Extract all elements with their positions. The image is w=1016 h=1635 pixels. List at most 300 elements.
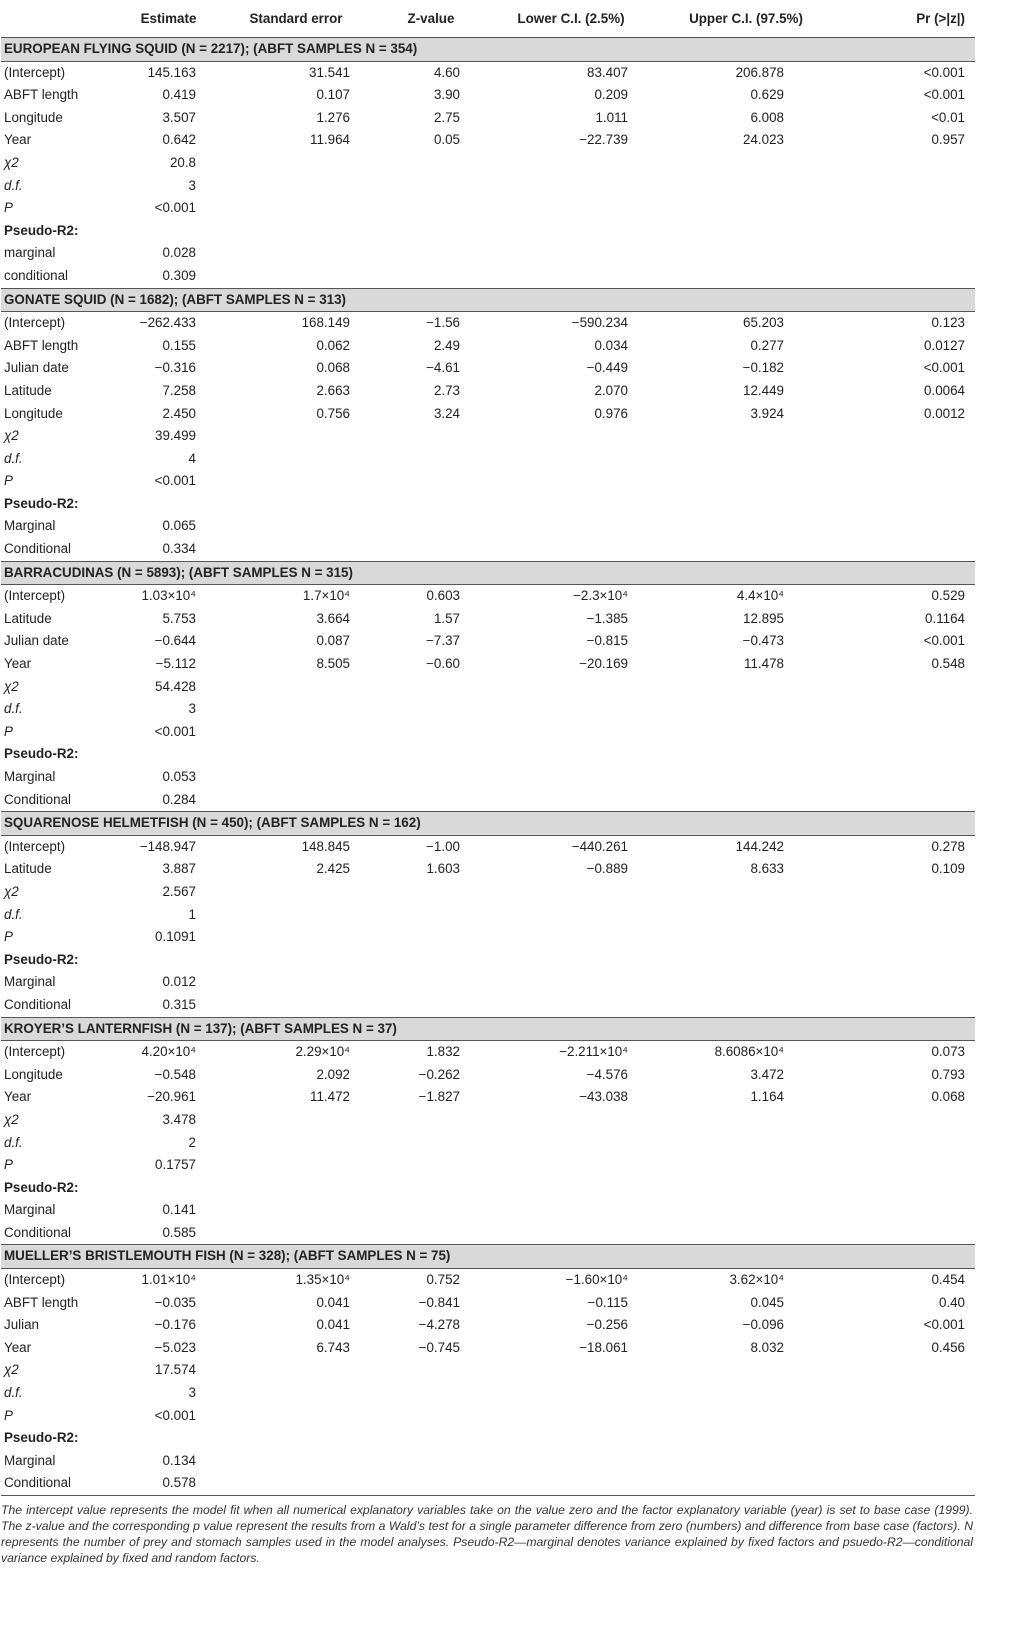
table-cell bbox=[376, 949, 486, 972]
table-cell: 0.578 bbox=[121, 1472, 216, 1495]
table-cell: 3.24 bbox=[433, 405, 460, 421]
table-row bbox=[1, 242, 975, 265]
table-cell bbox=[486, 766, 656, 789]
table-cell bbox=[486, 197, 656, 220]
table-cell bbox=[376, 766, 486, 789]
table-cell: −22.739 bbox=[579, 132, 628, 148]
table-cell bbox=[486, 789, 656, 812]
table-cell: 3.507 bbox=[162, 109, 196, 125]
table-cell bbox=[656, 470, 836, 493]
table-row bbox=[1, 676, 975, 699]
row-label: χ2 bbox=[4, 1362, 19, 1378]
table-row bbox=[1, 1177, 975, 1200]
table-cell bbox=[656, 1154, 836, 1177]
table-cell: 2.73 bbox=[433, 382, 460, 398]
table-cell: −1.56 bbox=[426, 315, 460, 331]
row-label: Pseudo-R2: bbox=[4, 1179, 79, 1195]
row-label: Year bbox=[4, 1089, 32, 1105]
table-cell: −148.947 bbox=[139, 838, 196, 854]
row-label: Pseudo-R2: bbox=[4, 1430, 79, 1446]
header-estimate: Estimate bbox=[121, 0, 216, 38]
table-cell: 0.278 bbox=[931, 838, 965, 854]
table-cell: −0.644 bbox=[154, 633, 196, 649]
row-label: χ2 bbox=[4, 678, 19, 694]
row-label: marginal bbox=[4, 245, 56, 261]
section-header-row bbox=[1, 1245, 975, 1269]
table-cell bbox=[121, 1427, 216, 1450]
table-cell bbox=[486, 515, 656, 538]
row-label: P bbox=[4, 200, 13, 216]
table-row bbox=[1, 84, 975, 107]
table-cell bbox=[836, 1109, 975, 1132]
table-cell: 12.895 bbox=[743, 610, 784, 626]
table-cell bbox=[656, 881, 836, 904]
table-cell: 5.753 bbox=[162, 610, 196, 626]
table-row bbox=[1, 971, 975, 994]
table-cell bbox=[486, 1405, 656, 1428]
table-cell: −590.234 bbox=[571, 315, 628, 331]
table-row bbox=[1, 129, 975, 152]
table-cell: −0.841 bbox=[418, 1294, 460, 1310]
table-cell: 0.134 bbox=[162, 1452, 196, 1468]
table-row bbox=[1, 403, 975, 426]
table-row bbox=[1, 61, 975, 84]
table-cell: 1.276 bbox=[316, 109, 350, 125]
table-cell bbox=[486, 1450, 656, 1473]
table-cell bbox=[836, 721, 975, 744]
table-row bbox=[1, 1269, 975, 1292]
table-cell: 148.845 bbox=[301, 838, 350, 854]
table-cell: 0.05 bbox=[433, 132, 460, 148]
table-cell bbox=[486, 994, 656, 1017]
table-cell bbox=[656, 220, 836, 243]
table-cell: 0.1757 bbox=[155, 1157, 196, 1173]
row-label: Julian date bbox=[4, 633, 69, 649]
table-cell bbox=[376, 220, 486, 243]
table-cell: <0.001 bbox=[923, 633, 965, 649]
table-container bbox=[1, 0, 975, 1566]
table-row bbox=[1, 1405, 975, 1428]
row-label: Pseudo-R2: bbox=[4, 746, 79, 762]
table-cell bbox=[121, 220, 216, 243]
table-cell: 1.35×10⁴ bbox=[295, 1272, 350, 1288]
row-label: Longitude bbox=[4, 109, 63, 125]
table-cell bbox=[216, 971, 376, 994]
table-cell bbox=[486, 904, 656, 927]
table-cell bbox=[656, 743, 836, 766]
table-cell bbox=[486, 926, 656, 949]
table-cell: 0.752 bbox=[426, 1272, 460, 1288]
table-row bbox=[1, 1359, 975, 1382]
header-lower-ci: Lower C.I. (2.5%) bbox=[486, 0, 656, 38]
table-cell: −1.385 bbox=[586, 610, 628, 626]
row-label: χ2 bbox=[4, 883, 19, 899]
table-cell bbox=[656, 904, 836, 927]
table-cell bbox=[216, 1450, 376, 1473]
table-cell bbox=[216, 1222, 376, 1245]
table-cell bbox=[376, 265, 486, 288]
table-cell bbox=[836, 766, 975, 789]
table-row bbox=[1, 926, 975, 949]
table-cell bbox=[486, 493, 656, 516]
table-cell: 1.164 bbox=[750, 1089, 784, 1105]
table-cell bbox=[376, 152, 486, 175]
table-row bbox=[1, 175, 975, 198]
table-cell: 2.567 bbox=[162, 883, 196, 899]
table-row bbox=[1, 904, 975, 927]
table-cell bbox=[376, 904, 486, 927]
table-cell: 3 bbox=[188, 701, 196, 717]
table-cell bbox=[121, 949, 216, 972]
table-row bbox=[1, 1109, 975, 1132]
row-label: d.f. bbox=[4, 701, 23, 717]
table-cell: 17.574 bbox=[155, 1362, 196, 1378]
table-row bbox=[1, 835, 975, 858]
table-cell bbox=[836, 242, 975, 265]
table-cell bbox=[656, 949, 836, 972]
table-cell bbox=[836, 1177, 975, 1200]
row-label: χ2 bbox=[4, 154, 19, 170]
table-cell bbox=[836, 994, 975, 1017]
regression-table bbox=[1, 0, 975, 1496]
table-cell: <0.001 bbox=[923, 64, 965, 80]
row-label: conditional bbox=[4, 267, 69, 283]
table-cell: 6.743 bbox=[316, 1339, 350, 1355]
table-cell: 11.472 bbox=[310, 1089, 350, 1105]
table-row bbox=[1, 197, 975, 220]
row-label: P bbox=[4, 723, 13, 739]
row-label: P bbox=[4, 1157, 13, 1173]
table-cell: 0.284 bbox=[162, 791, 196, 807]
table-row bbox=[1, 1292, 975, 1315]
table-cell: 0.041 bbox=[316, 1294, 350, 1310]
table-cell: 1.7×10⁴ bbox=[302, 588, 350, 604]
table-cell: 2.29×10⁴ bbox=[295, 1044, 350, 1060]
table-cell bbox=[216, 493, 376, 516]
table-cell: 0.107 bbox=[316, 87, 350, 103]
table-cell bbox=[486, 1222, 656, 1245]
table-cell bbox=[376, 1154, 486, 1177]
table-cell bbox=[216, 1199, 376, 1222]
table-cell bbox=[836, 175, 975, 198]
table-cell bbox=[376, 1132, 486, 1155]
table-cell: 0.034 bbox=[594, 337, 628, 353]
table-cell: −0.182 bbox=[742, 360, 784, 376]
table-cell bbox=[216, 242, 376, 265]
table-cell: −440.261 bbox=[571, 838, 628, 854]
row-label: Latitude bbox=[4, 861, 52, 877]
table-cell bbox=[836, 1359, 975, 1382]
row-label: Conditional bbox=[4, 996, 71, 1012]
table-cell bbox=[656, 493, 836, 516]
table-row bbox=[1, 425, 975, 448]
table-cell bbox=[486, 676, 656, 699]
table-cell bbox=[836, 743, 975, 766]
table-cell bbox=[216, 904, 376, 927]
table-cell: −0.473 bbox=[742, 633, 784, 649]
table-cell bbox=[656, 515, 836, 538]
table-cell bbox=[376, 538, 486, 561]
header-standard-error: Standard error bbox=[216, 0, 376, 38]
table-cell: 11.964 bbox=[310, 132, 350, 148]
table-cell bbox=[656, 1427, 836, 1450]
table-cell: −0.256 bbox=[586, 1317, 628, 1333]
table-row bbox=[1, 994, 975, 1017]
header-upper-ci: Upper C.I. (97.5%) bbox=[656, 0, 836, 38]
table-row bbox=[1, 585, 975, 608]
table-cell: −20.169 bbox=[579, 656, 628, 672]
row-label: Pseudo-R2: bbox=[4, 222, 79, 238]
table-cell: −0.262 bbox=[418, 1066, 460, 1082]
table-footnote: The intercept value represents the model fit when all numerical explanatory variables take on the value zero and the factor explanatory variable (year) is set to base case (1999). The z-value and the corresponding p value represent the results from a Wald’s test for a single parameter difference from zero (numbers) and difference from base case (factors). N represents the number of prey and stomach samples used in the model analyses. Pseudo-R2—marginal denotes variance explained by fixed factors and psuedo-R2—conditional variance explained by fixed and random factors. bbox=[1, 1503, 973, 1565]
table-cell: 3.478 bbox=[162, 1111, 196, 1127]
table-cell bbox=[376, 721, 486, 744]
table-cell: 0.141 bbox=[162, 1202, 196, 1218]
table-cell: 0.756 bbox=[316, 405, 350, 421]
table-cell: 11.478 bbox=[744, 656, 784, 672]
table-cell: −0.60 bbox=[426, 656, 460, 672]
table-cell: 4 bbox=[188, 450, 196, 466]
table-cell: 0.028 bbox=[162, 245, 196, 261]
table-cell: 0.123 bbox=[931, 315, 965, 331]
table-cell bbox=[656, 425, 836, 448]
row-label: Marginal bbox=[4, 518, 56, 534]
table-cell bbox=[376, 1177, 486, 1200]
table-cell: 0.012 bbox=[162, 974, 196, 990]
table-cell: 2.092 bbox=[316, 1066, 350, 1082]
table-cell: 0.957 bbox=[931, 132, 965, 148]
table-cell: 0.456 bbox=[931, 1339, 965, 1355]
table-row bbox=[1, 608, 975, 631]
table-cell bbox=[656, 175, 836, 198]
table-cell bbox=[656, 721, 836, 744]
table-cell bbox=[836, 1199, 975, 1222]
row-label: Year bbox=[4, 656, 32, 672]
table-cell bbox=[836, 1472, 975, 1495]
table-cell bbox=[486, 1427, 656, 1450]
table-cell bbox=[656, 994, 836, 1017]
table-cell bbox=[216, 743, 376, 766]
table-cell: 0.0127 bbox=[924, 337, 965, 353]
table-cell bbox=[836, 789, 975, 812]
row-label: χ2 bbox=[4, 1111, 19, 1127]
row-label: (Intercept) bbox=[4, 838, 66, 854]
table-cell: −0.115 bbox=[587, 1294, 628, 1310]
table-cell: −0.176 bbox=[154, 1317, 196, 1333]
table-cell: 0.045 bbox=[750, 1294, 784, 1310]
table-cell bbox=[376, 1199, 486, 1222]
table-row bbox=[1, 493, 975, 516]
table-cell: 3.62×10⁴ bbox=[729, 1272, 784, 1288]
table-cell: 0.209 bbox=[594, 87, 628, 103]
table-row bbox=[1, 630, 975, 653]
table-cell bbox=[376, 1427, 486, 1450]
row-label: P bbox=[4, 473, 13, 489]
table-cell bbox=[656, 789, 836, 812]
section-title: MUELLER’S BRISTLEMOUTH FISH (N = 328); (ABFT SAMPLES N = 75) bbox=[1, 1245, 975, 1269]
table-cell: −43.038 bbox=[579, 1089, 628, 1105]
table-cell: <0.001 bbox=[923, 87, 965, 103]
table-cell bbox=[216, 721, 376, 744]
table-cell bbox=[376, 493, 486, 516]
table-cell bbox=[836, 949, 975, 972]
table-cell: 39.499 bbox=[155, 428, 196, 444]
row-label: ABFT length bbox=[4, 1294, 79, 1310]
table-cell bbox=[836, 197, 975, 220]
table-cell bbox=[376, 881, 486, 904]
table-cell bbox=[656, 1359, 836, 1382]
table-cell: 145.163 bbox=[147, 64, 196, 80]
table-cell: −0.316 bbox=[154, 360, 196, 376]
table-cell bbox=[836, 676, 975, 699]
table-cell: 0.041 bbox=[316, 1317, 350, 1333]
table-cell bbox=[376, 926, 486, 949]
table-cell bbox=[216, 676, 376, 699]
table-cell: 0.073 bbox=[931, 1044, 965, 1060]
table-row bbox=[1, 1154, 975, 1177]
table-cell: 0.068 bbox=[931, 1089, 965, 1105]
table-cell: 0.065 bbox=[162, 518, 196, 534]
row-label: (Intercept) bbox=[4, 588, 66, 604]
table-row bbox=[1, 220, 975, 243]
table-cell bbox=[836, 1132, 975, 1155]
table-cell: −18.061 bbox=[579, 1339, 628, 1355]
table-cell bbox=[656, 926, 836, 949]
table-cell: 2.663 bbox=[316, 382, 350, 398]
table-cell bbox=[836, 1154, 975, 1177]
table-cell bbox=[216, 538, 376, 561]
table-cell bbox=[216, 197, 376, 220]
table-cell bbox=[216, 175, 376, 198]
table-cell: 0.642 bbox=[162, 132, 196, 148]
table-cell bbox=[656, 1222, 836, 1245]
row-label: Marginal bbox=[4, 1452, 56, 1468]
row-label: Marginal bbox=[4, 769, 56, 784]
table-row bbox=[1, 1199, 975, 1222]
table-row bbox=[1, 766, 975, 789]
table-row bbox=[1, 881, 975, 904]
table-cell: 0.1164 bbox=[925, 610, 965, 626]
table-cell: 3 bbox=[188, 177, 196, 193]
table-cell bbox=[486, 1154, 656, 1177]
table-cell: −4.576 bbox=[586, 1066, 628, 1082]
table-cell bbox=[836, 448, 975, 471]
table-cell: 4.4×10⁴ bbox=[736, 588, 784, 604]
table-row bbox=[1, 448, 975, 471]
table-cell bbox=[486, 1199, 656, 1222]
table-cell: 4.20×10⁴ bbox=[141, 1044, 196, 1060]
table-cell bbox=[486, 1109, 656, 1132]
header-p-value: Pr (>|z|) bbox=[836, 0, 975, 38]
table-cell bbox=[656, 538, 836, 561]
table-row bbox=[1, 1222, 975, 1245]
section-title: KROYER’S LANTERNFISH (N = 137); (ABFT SAMPLES N = 37) bbox=[1, 1017, 975, 1041]
table-cell bbox=[836, 515, 975, 538]
table-cell: −1.827 bbox=[418, 1089, 460, 1105]
table-cell: 2.75 bbox=[433, 109, 460, 125]
table-cell bbox=[836, 1427, 975, 1450]
row-label: Pseudo-R2: bbox=[4, 495, 79, 511]
table-cell bbox=[486, 698, 656, 721]
table-cell: −0.096 bbox=[742, 1317, 784, 1333]
table-cell bbox=[376, 197, 486, 220]
table-cell: 0.062 bbox=[316, 337, 350, 353]
table-cell: −0.745 bbox=[418, 1339, 460, 1355]
row-label: Marginal bbox=[4, 1202, 56, 1218]
table-cell bbox=[486, 881, 656, 904]
table-cell bbox=[836, 698, 975, 721]
table-cell: 2.49 bbox=[433, 337, 460, 353]
table-row bbox=[1, 949, 975, 972]
table-cell bbox=[216, 470, 376, 493]
header-row bbox=[1, 0, 975, 38]
table-row bbox=[1, 1064, 975, 1087]
row-label: Conditional bbox=[1, 1472, 121, 1495]
table-cell bbox=[216, 1177, 376, 1200]
table-cell bbox=[376, 1472, 486, 1495]
row-label: d.f. bbox=[4, 906, 23, 922]
table-cell: 168.149 bbox=[301, 315, 350, 331]
table-cell bbox=[216, 265, 376, 288]
table-cell: 1 bbox=[188, 906, 196, 922]
table-cell bbox=[376, 242, 486, 265]
table-row bbox=[1, 1314, 975, 1337]
table-cell bbox=[376, 470, 486, 493]
section-title: SQUARENOSE HELMETFISH (N = 450); (ABFT SAMPLES N = 162) bbox=[1, 812, 975, 836]
table-cell bbox=[656, 152, 836, 175]
table-cell bbox=[216, 425, 376, 448]
header-label bbox=[1, 0, 121, 38]
table-cell bbox=[376, 515, 486, 538]
table-row bbox=[1, 858, 975, 881]
table-cell: 0.155 bbox=[162, 337, 196, 353]
table-cell bbox=[836, 904, 975, 927]
table-cell: 0.0012 bbox=[924, 405, 965, 421]
table-cell: −5.023 bbox=[154, 1339, 196, 1355]
table-row bbox=[1, 1041, 975, 1064]
table-cell bbox=[656, 676, 836, 699]
table-cell bbox=[216, 152, 376, 175]
table-row bbox=[1, 721, 975, 744]
table-cell: 8.6086×10⁴ bbox=[714, 1044, 784, 1060]
table-cell: 3.664 bbox=[316, 610, 350, 626]
table-body bbox=[1, 38, 975, 1496]
table-cell: 83.407 bbox=[587, 64, 628, 80]
table-cell bbox=[836, 425, 975, 448]
table-cell: 3.90 bbox=[433, 87, 460, 103]
table-cell bbox=[376, 994, 486, 1017]
row-label: Conditional bbox=[4, 791, 71, 807]
table-cell bbox=[836, 926, 975, 949]
table-cell bbox=[376, 1382, 486, 1405]
table-cell: 0.454 bbox=[931, 1272, 965, 1288]
table-cell bbox=[486, 1132, 656, 1155]
table-cell: 4.60 bbox=[433, 64, 460, 80]
table-cell bbox=[656, 766, 836, 789]
table-cell: 2 bbox=[188, 1134, 196, 1150]
table-cell bbox=[486, 470, 656, 493]
row-label: Longitude bbox=[4, 405, 63, 421]
table-cell bbox=[216, 766, 376, 789]
table-cell: <0.001 bbox=[923, 1317, 965, 1333]
table-cell bbox=[656, 1199, 836, 1222]
table-row bbox=[1, 335, 975, 358]
table-row bbox=[1, 380, 975, 403]
table-cell bbox=[486, 242, 656, 265]
table-cell: 206.878 bbox=[735, 64, 784, 80]
table-cell bbox=[836, 152, 975, 175]
table-row bbox=[1, 1472, 975, 1495]
